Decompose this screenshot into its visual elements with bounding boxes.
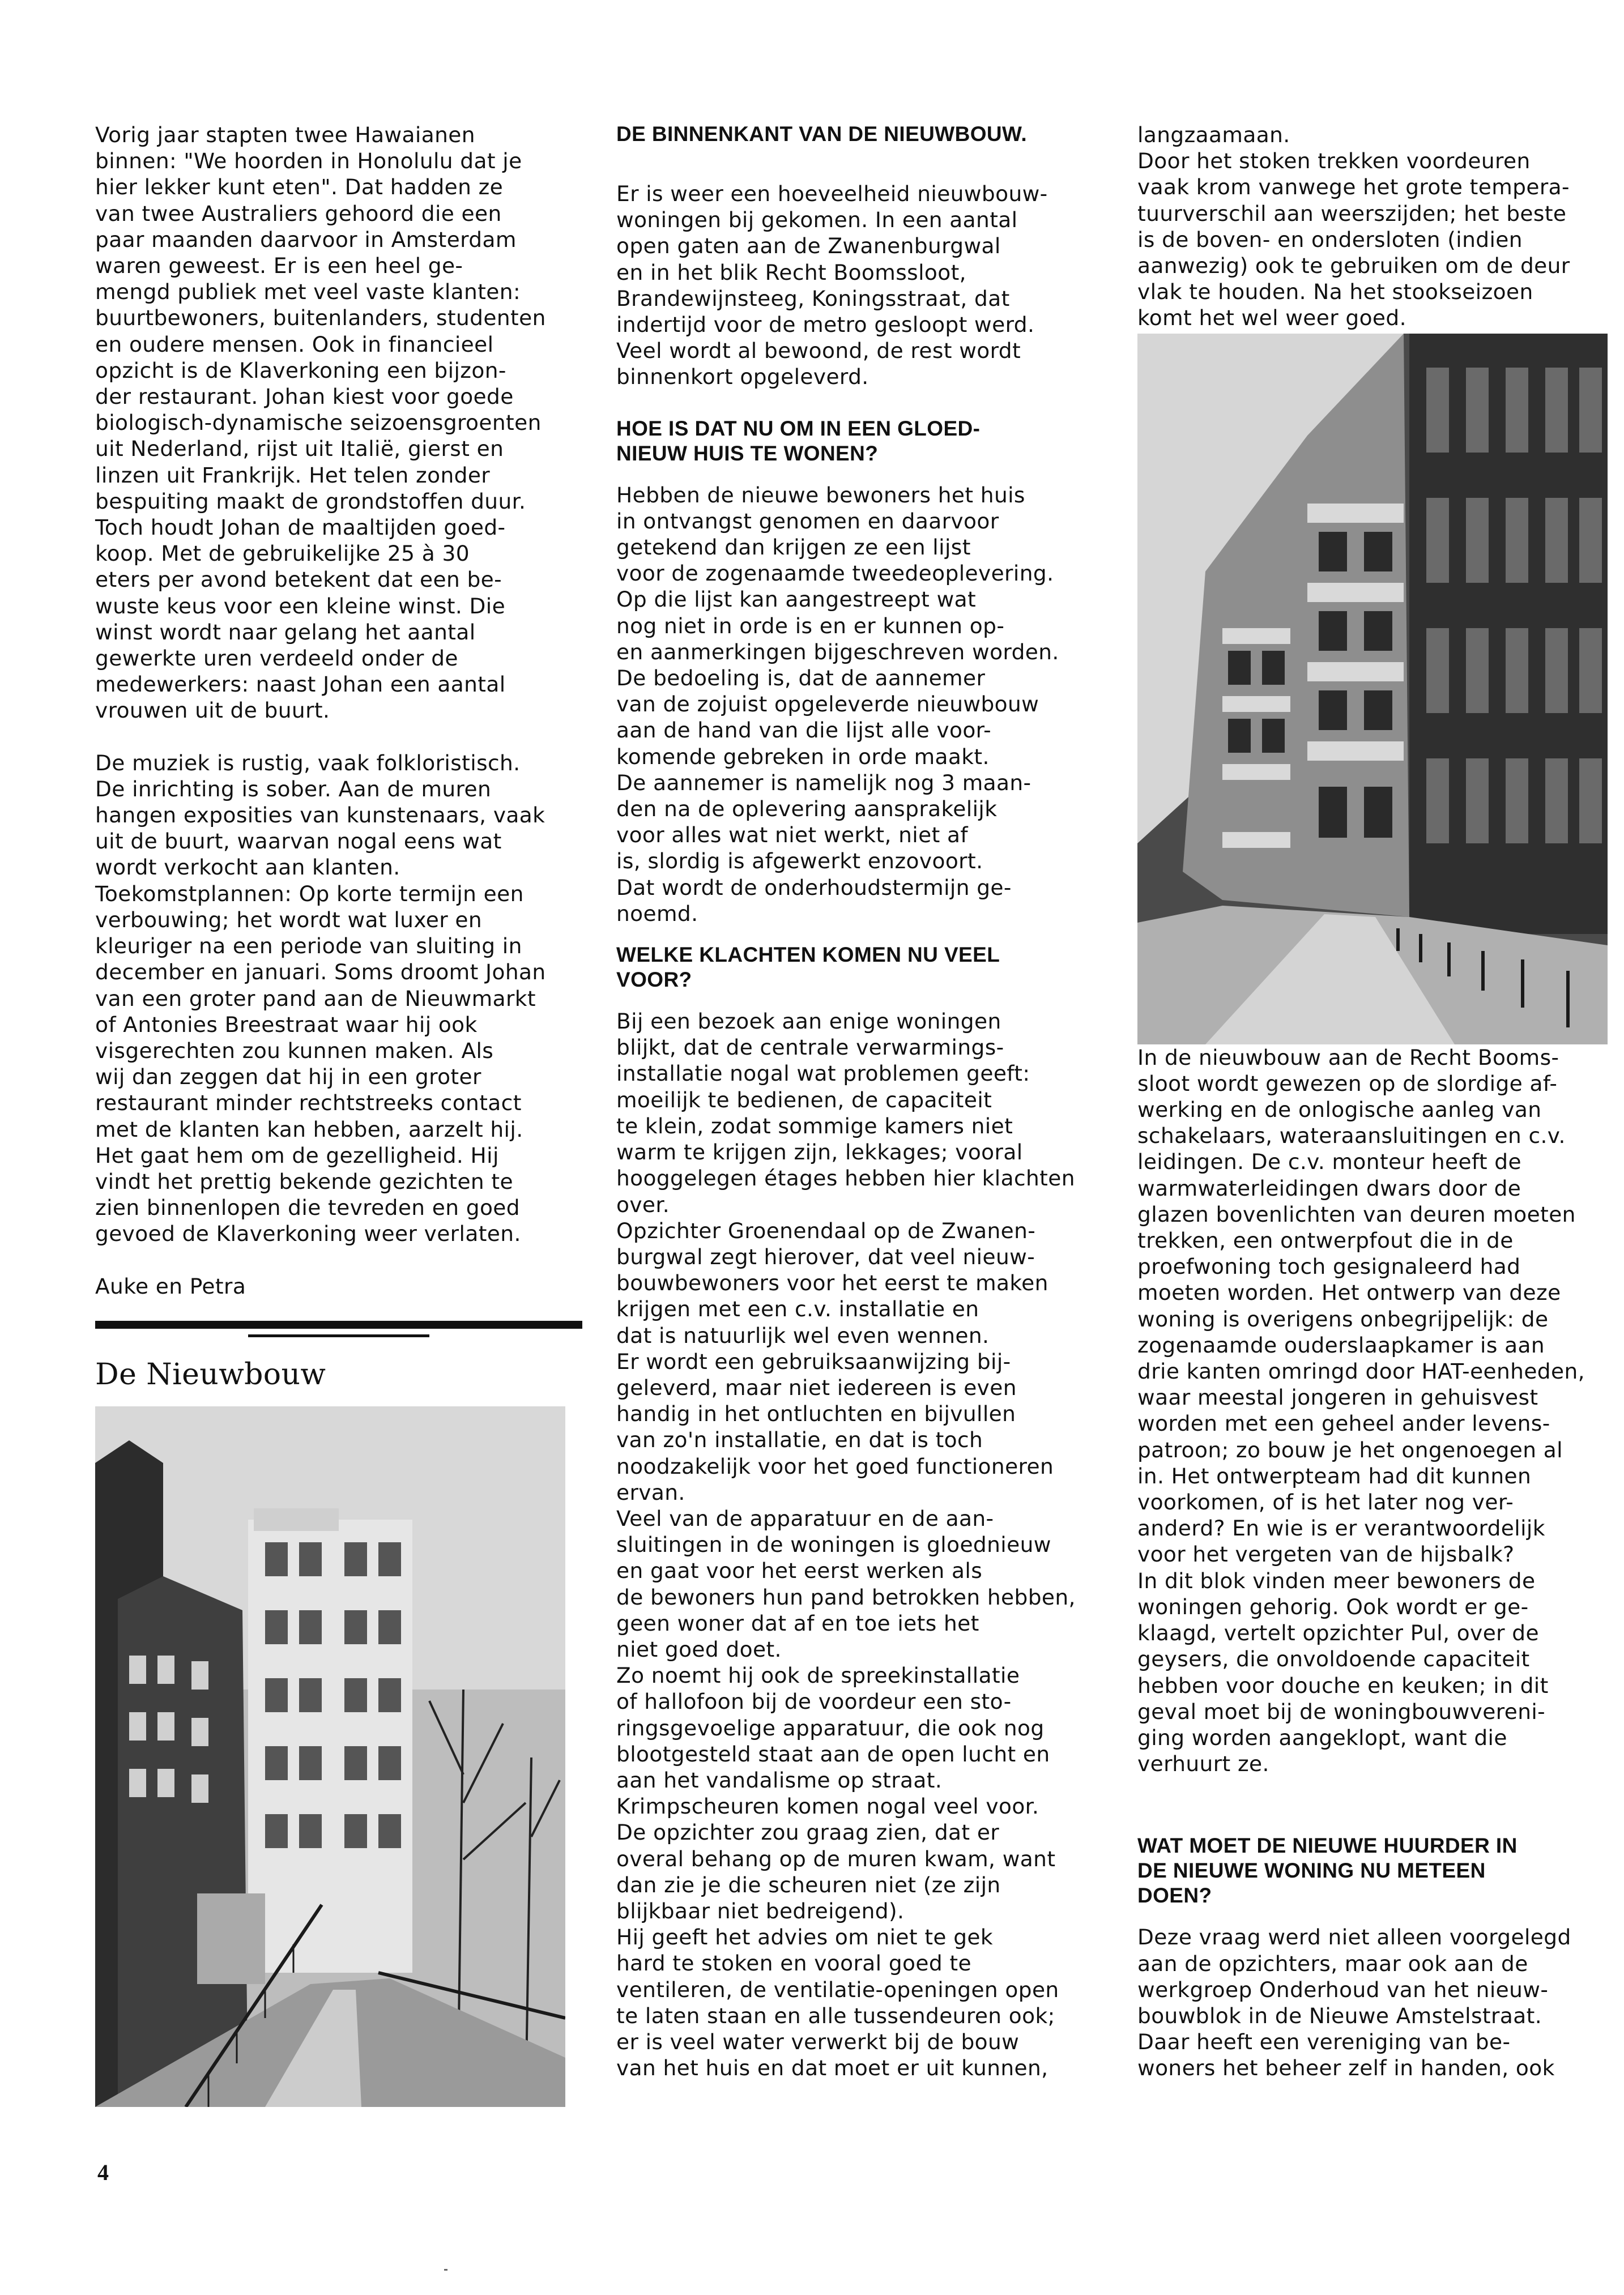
text-line: waar meestal jongeren in gehuisvest xyxy=(1137,1385,1538,1410)
text-line: gewerkte uren verdeeld onder de xyxy=(95,646,458,671)
text-line: uit Nederland, rijst uit Italië, gierst en xyxy=(95,436,504,462)
text-line: woning is overigens onbegrijpelijk: de xyxy=(1137,1306,1549,1332)
text-line: van twee Australiers gehoord die een xyxy=(95,201,502,226)
text-line: van zo'n installatie, en dat is toch xyxy=(616,1427,983,1453)
text-line: noemd. xyxy=(616,901,698,926)
text-line: WELKE KLACHTEN KOMEN NU VEEL xyxy=(616,943,1000,967)
text-line: Daar heeft een vereniging van be- xyxy=(1137,2029,1511,2055)
text-line: proefwoning toch gesignaleerd had xyxy=(1137,1254,1521,1279)
text-line: of Antonies Breestraat waar hij ook xyxy=(95,1012,478,1037)
text-line: worden met een geheel ander levens- xyxy=(1137,1411,1550,1436)
text-line: te klein, zodat sommige kamers niet xyxy=(616,1113,1013,1138)
text-line: woningen gehorig. Ook wordt er ge- xyxy=(1137,1594,1529,1619)
text-line: in. Het ontwerpteam had dit kunnen xyxy=(1137,1463,1532,1488)
text-line: Bij een bezoek aan enige woningen xyxy=(616,1009,1001,1034)
text-line: Veel wordt al bewoond, de rest wordt xyxy=(616,338,1021,364)
text-line: burgwal zegt hierover, dat veel nieuw- xyxy=(616,1244,1035,1269)
text-line: gevoed de Klaverkoning weer verlaten. xyxy=(95,1221,521,1247)
text-line: open gaten aan de Zwanenburgwal xyxy=(616,233,1001,259)
text-line: buurtbewoners, buitenlanders, studenten xyxy=(95,305,546,331)
text-line: komt het wel weer goed. xyxy=(1137,305,1406,331)
photo-canal-bridge xyxy=(95,1406,565,2107)
text-line: zien binnenlopen die tevreden en goed xyxy=(95,1195,520,1221)
text-line: noodzakelijk voor het goed functioneren xyxy=(616,1453,1054,1479)
text-line: sluitingen in de woningen is gloednieuw xyxy=(616,1532,1051,1558)
text-line: Brandewijnsteeg, Koningsstraat, dat xyxy=(616,285,1010,311)
text-line: bouwblok in de Nieuwe Amstelstraat. xyxy=(1137,2003,1542,2028)
text-line: Opzichter Groenendaal op de Zwanen- xyxy=(616,1218,1036,1243)
text-line: niet goed doet. xyxy=(616,1636,782,1662)
text-line: Er is weer een hoeveelheid nieuwbouw- xyxy=(616,181,1048,206)
section-title: De Nieuwbouw xyxy=(95,1357,326,1392)
text-line: over. xyxy=(616,1192,670,1217)
text-line: glazen bovenlichten van deuren moeten xyxy=(1137,1201,1576,1227)
text-line: DOEN? xyxy=(1137,1884,1212,1908)
text-line: aan de hand van die lijst alle voor- xyxy=(616,718,992,743)
text-line: voorkomen, of is het later nog ver- xyxy=(1137,1490,1514,1515)
text-line: sloot wordt gewezen op de slordige af- xyxy=(1137,1070,1558,1096)
article-paragraph xyxy=(616,181,1126,390)
text-line: De opzichter zou graag zien, dat er xyxy=(616,1820,1000,1845)
text-line: in ontvangst genomen en daarvoor xyxy=(616,508,999,534)
text-line: en aanmerkingen bijgeschreven worden. xyxy=(616,639,1059,664)
text-line: de bewoners hun pand betrokken hebben, xyxy=(616,1584,1076,1610)
text-line: verbouwing; het wordt wat luxer en xyxy=(95,907,483,932)
text-line: aan de opzichters, maar ook aan de xyxy=(1137,1951,1528,1976)
text-line: leidingen. De c.v. monteur heeft de xyxy=(1137,1149,1521,1175)
text-line: moeilijk te bedienen, de capaciteit xyxy=(616,1087,992,1112)
text-line: geval moet bij de woningbouwvereni- xyxy=(1137,1699,1546,1724)
text-line: geleverd, maar niet iedereen is even xyxy=(616,1375,1017,1400)
text-line: drie kanten omringd door HAT-eenheden, xyxy=(1137,1359,1585,1384)
text-line: mengd publiek met veel vaste klanten: xyxy=(95,279,521,305)
photo-recht-boomssloot xyxy=(1137,334,1608,1044)
text-line: met de klanten kan hebben, aarzelt hij. xyxy=(95,1116,523,1142)
text-line: te laten staan en alle tussendeuren ook; xyxy=(616,2003,1055,2028)
text-line: De muziek is rustig, vaak folkloristisch. xyxy=(95,750,521,775)
text-line: van een groter pand aan de Nieuwmarkt xyxy=(95,986,536,1011)
text-line: vaak krom vanwege het grote tempera- xyxy=(1137,174,1570,200)
text-line: of hallofoon bij de voordeur een sto- xyxy=(616,1689,1012,1714)
text-line: voor de zogenaamde tweedeoplevering. xyxy=(616,561,1054,586)
text-line: er is veel water verwerkt bij de bouw xyxy=(616,2029,1020,2054)
text-line: van het huis en dat moet er uit kunnen, xyxy=(616,2055,1048,2081)
text-line: wordt verkocht aan klanten. xyxy=(95,855,400,880)
text-line: VOOR? xyxy=(616,968,692,992)
article-paragraph xyxy=(1137,1924,1624,2081)
text-line: dan zie je die scheuren niet (ze zijn xyxy=(616,1872,1001,1897)
text-line: krijgen met een c.v. installatie en xyxy=(616,1296,979,1322)
text-line: Het gaat hem om de gezelligheid. Hij xyxy=(95,1142,499,1168)
text-line: ringsgevoelige apparatuur, die ook nog xyxy=(616,1715,1045,1741)
text-line: bespuiting maakt de grondstoffen duur. xyxy=(95,488,526,514)
text-line: vlak te houden. Na het stookseizoen xyxy=(1137,279,1533,305)
text-line: Door het stoken trekken voordeuren xyxy=(1137,148,1531,174)
photo-recht-boomssloot-image xyxy=(1137,334,1608,1044)
text-line: warm te krijgen zijn, lekkages; vooral xyxy=(616,1140,1023,1165)
text-line: zogenaamde ouderslaapkamer is aan xyxy=(1137,1332,1545,1358)
text-line: DE NIEUWE WONING NU METEEN xyxy=(1137,1859,1486,1883)
text-line: der restaurant. Johan kiest voor goede xyxy=(95,384,514,409)
text-line: moeten worden. Het ontwerp van deze xyxy=(1137,1280,1561,1306)
text-line: hier lekker kunt eten". Dat hadden ze xyxy=(95,174,504,200)
text-line: schakelaars, wateraansluitingen en c.v. xyxy=(1137,1123,1566,1149)
text-line: is de boven- en ondersloten (indien xyxy=(1137,227,1523,252)
text-line: geysers, die onvoldoende capaciteit xyxy=(1137,1646,1530,1672)
text-line: installatie nogal wat problemen geeft: xyxy=(616,1061,1030,1086)
text-line: Hij geeft het advies om niet te gek xyxy=(616,1925,994,1950)
text-line: hangen exposities van kunstenaars, vaak xyxy=(95,803,545,828)
text-line: waren geweest. Er is een heel ge- xyxy=(95,253,463,279)
text-line: trekken, een ontwerpfout die in de xyxy=(1137,1228,1514,1253)
text-line: Deze vraag werd niet alleen voorgelegd xyxy=(1137,1925,1571,1950)
text-line: HOE IS DAT NU OM IN EEN GLOED- xyxy=(616,416,981,440)
text-line: Toch houdt Johan de maaltijden goed- xyxy=(95,515,506,540)
text-line: handig in het ontluchten en bijvullen xyxy=(616,1401,1016,1427)
text-line: Zo noemt hij ook de spreekinstallatie xyxy=(616,1663,1020,1688)
column-1 xyxy=(95,122,582,2107)
text-line: visgerechten zou kunnen maken. Als xyxy=(95,1038,494,1063)
section-divider-thin xyxy=(248,1334,429,1337)
text-line: ervan. xyxy=(616,1479,685,1505)
author-signature: Auke en Petra xyxy=(95,1273,246,1299)
text-line: wij dan zeggen dat hij in een groter xyxy=(95,1064,481,1090)
text-line: geen woner dat af en toe iets het xyxy=(616,1610,979,1636)
text-line: uit de buurt, waarvan nogal eens wat xyxy=(95,829,502,854)
text-line: wuste keus voor een kleine winst. Die xyxy=(95,593,506,618)
text-line: nog niet in orde is en er kunnen op- xyxy=(616,613,1005,638)
column-2 xyxy=(616,122,1126,2081)
article-paragraph xyxy=(616,1008,1126,2081)
text-line: patroon; zo bouw je het ongenoegen al xyxy=(1137,1437,1563,1462)
article-paragraph xyxy=(95,122,582,724)
text-line: opzicht is de Klaverkoning een bijzon- xyxy=(95,357,506,383)
text-line: klaagd, vertelt opzichter Pul, over de xyxy=(1137,1620,1539,1646)
text-line: vindt het prettig bekende gezichten te xyxy=(95,1168,513,1194)
article-paragraph xyxy=(1137,122,1624,331)
text-line: komende gebreken in orde maakt. xyxy=(616,744,990,769)
text-line: koop. Met de gebruikelijke 25 à 30 xyxy=(95,541,470,566)
text-line: woners het beheer zelf in handen, ook xyxy=(1137,2055,1555,2081)
text-line: linzen uit Frankrijk. Het telen zonder xyxy=(95,462,491,488)
text-line: De bedoeling is, dat de aannemer xyxy=(616,666,986,691)
text-line: Hebben de nieuwe bewoners het huis xyxy=(616,482,1025,507)
print-speck xyxy=(444,2269,447,2271)
text-line: indertijd voor de metro gesloopt werd. xyxy=(616,312,1035,338)
text-line: In de nieuwbouw aan de Recht Booms- xyxy=(1137,1044,1559,1070)
text-line: van de zojuist opgeleverde nieuwbouw xyxy=(616,692,1039,717)
text-line: voor het vergeten van de hijsbalk? xyxy=(1137,1542,1515,1567)
article-paragraph xyxy=(95,750,582,1247)
text-line: blijkt, dat de centrale verwarmings- xyxy=(616,1035,1004,1060)
article-paragraph xyxy=(616,482,1126,927)
text-line: biologisch-dynamische seizoensgroenten xyxy=(95,410,542,436)
text-line: Toekomstplannen: Op korte termijn een xyxy=(95,881,524,906)
text-line: tuurverschil aan weerszijden; het beste xyxy=(1137,201,1567,226)
text-line: hard te stoken en vooral goed te xyxy=(616,1951,971,1976)
text-line: paar maanden daarvoor in Amsterdam xyxy=(95,227,517,252)
text-line: getekend dan krijgen ze een lijst xyxy=(616,535,971,560)
text-line: In dit blok vinden meer bewoners de xyxy=(1137,1568,1536,1593)
text-line: woningen bij gekomen. In een aantal xyxy=(616,207,1018,233)
text-line: Veel van de apparatuur en de aan- xyxy=(616,1505,994,1531)
article-paragraph xyxy=(1137,1044,1624,1777)
text-line: warmwaterleidingen dwars door de xyxy=(1137,1175,1521,1201)
text-line: WAT MOET DE NIEUWE HUURDER IN xyxy=(1137,1834,1518,1858)
text-line: hooggelegen étages hebben hier klachten xyxy=(616,1166,1075,1191)
text-line: den na de oplevering aansprakelijk xyxy=(616,796,998,822)
text-line: verhuurt ze. xyxy=(1137,1751,1269,1777)
text-line: ventileren, de ventilatie-openingen open xyxy=(616,1977,1059,2002)
text-line: De inrichting is sober. Aan de muren xyxy=(95,776,492,801)
text-line: Er wordt een gebruiksaanwijzing bij- xyxy=(616,1349,1011,1374)
text-line: Vorig jaar stapten twee Hawaianen xyxy=(95,122,475,147)
text-line: voor alles wat niet werkt, niet af xyxy=(616,822,968,848)
text-line: december en januari. Soms droomt Johan xyxy=(95,959,546,985)
text-line: binnen: "We hoorden in Honolulu dat je xyxy=(95,148,522,174)
page-number: 4 xyxy=(97,2160,109,2185)
text-line: vrouwen uit de buurt. xyxy=(95,698,330,723)
text-line: bouwbewoners voor het eerst te maken xyxy=(616,1270,1048,1296)
text-line: blootgesteld staat aan de open lucht en xyxy=(616,1741,1050,1767)
text-line: Krimpscheuren komen nogal veel voor. xyxy=(616,1794,1039,1819)
heading-gloednieuw-huis xyxy=(616,416,1126,466)
photo-canal-bridge-image xyxy=(95,1406,565,2107)
text-line: is, slordig is afgewerkt enzovoort. xyxy=(616,848,983,874)
text-line: werking en de onlogische aanleg van xyxy=(1137,1097,1542,1123)
text-line: en in het blik Recht Boomssloot, xyxy=(616,259,966,285)
text-line: anderd? En wie is er verantwoordelijk xyxy=(1137,1516,1545,1541)
text-line: hebben voor douche en keuken; in dit xyxy=(1137,1673,1549,1698)
text-line: langzaamaan. xyxy=(1137,122,1290,147)
text-line: ging worden aangeklopt, want die xyxy=(1137,1725,1507,1750)
text-line: binnenkort opgeleverd. xyxy=(616,364,869,390)
text-line: aanwezig) ook te gebruiken om de deur xyxy=(1137,253,1570,279)
text-line: Op die lijst kan aangestreept wat xyxy=(616,587,977,612)
section-divider-thick xyxy=(95,1321,582,1329)
text-line: NIEUW HUIS TE WONEN? xyxy=(616,441,879,465)
text-line: werkgroep Onderhoud van het nieuw- xyxy=(1137,1977,1549,2002)
text-line: overal behang op de muren kwam, want xyxy=(616,1846,1056,1871)
text-line: kleuriger na een periode van sluiting in xyxy=(95,933,522,959)
text-line: dat is natuurlijk wel even wennen. xyxy=(616,1323,990,1348)
text-line: medewerkers: naast Johan een aantal xyxy=(95,672,506,697)
text-line: en oudere mensen. Ook in financieel xyxy=(95,331,494,357)
heading-binnenkant: DE BINNENKANT VAN DE NIEUWBOUW. xyxy=(616,122,1027,146)
text-line: restaurant minder rechtstreeks contact xyxy=(95,1090,522,1116)
heading-nieuwe-huurder xyxy=(1137,1833,1624,1908)
heading-klachten xyxy=(616,942,1126,992)
text-line: De aannemer is namelijk nog 3 maan- xyxy=(616,770,1031,795)
text-line: winst wordt naar gelang het aantal xyxy=(95,619,476,645)
text-line: en gaat voor het eerst werken als xyxy=(616,1558,983,1584)
text-line: eters per avond betekent dat een be- xyxy=(95,567,502,592)
text-line: blijkbaar niet bedreigend). xyxy=(616,1898,905,1923)
text-line: aan het vandalisme op straat. xyxy=(616,1767,943,1793)
column-3 xyxy=(1137,122,1624,2081)
text-line: Dat wordt de onderhoudstermijn ge- xyxy=(616,875,1012,900)
